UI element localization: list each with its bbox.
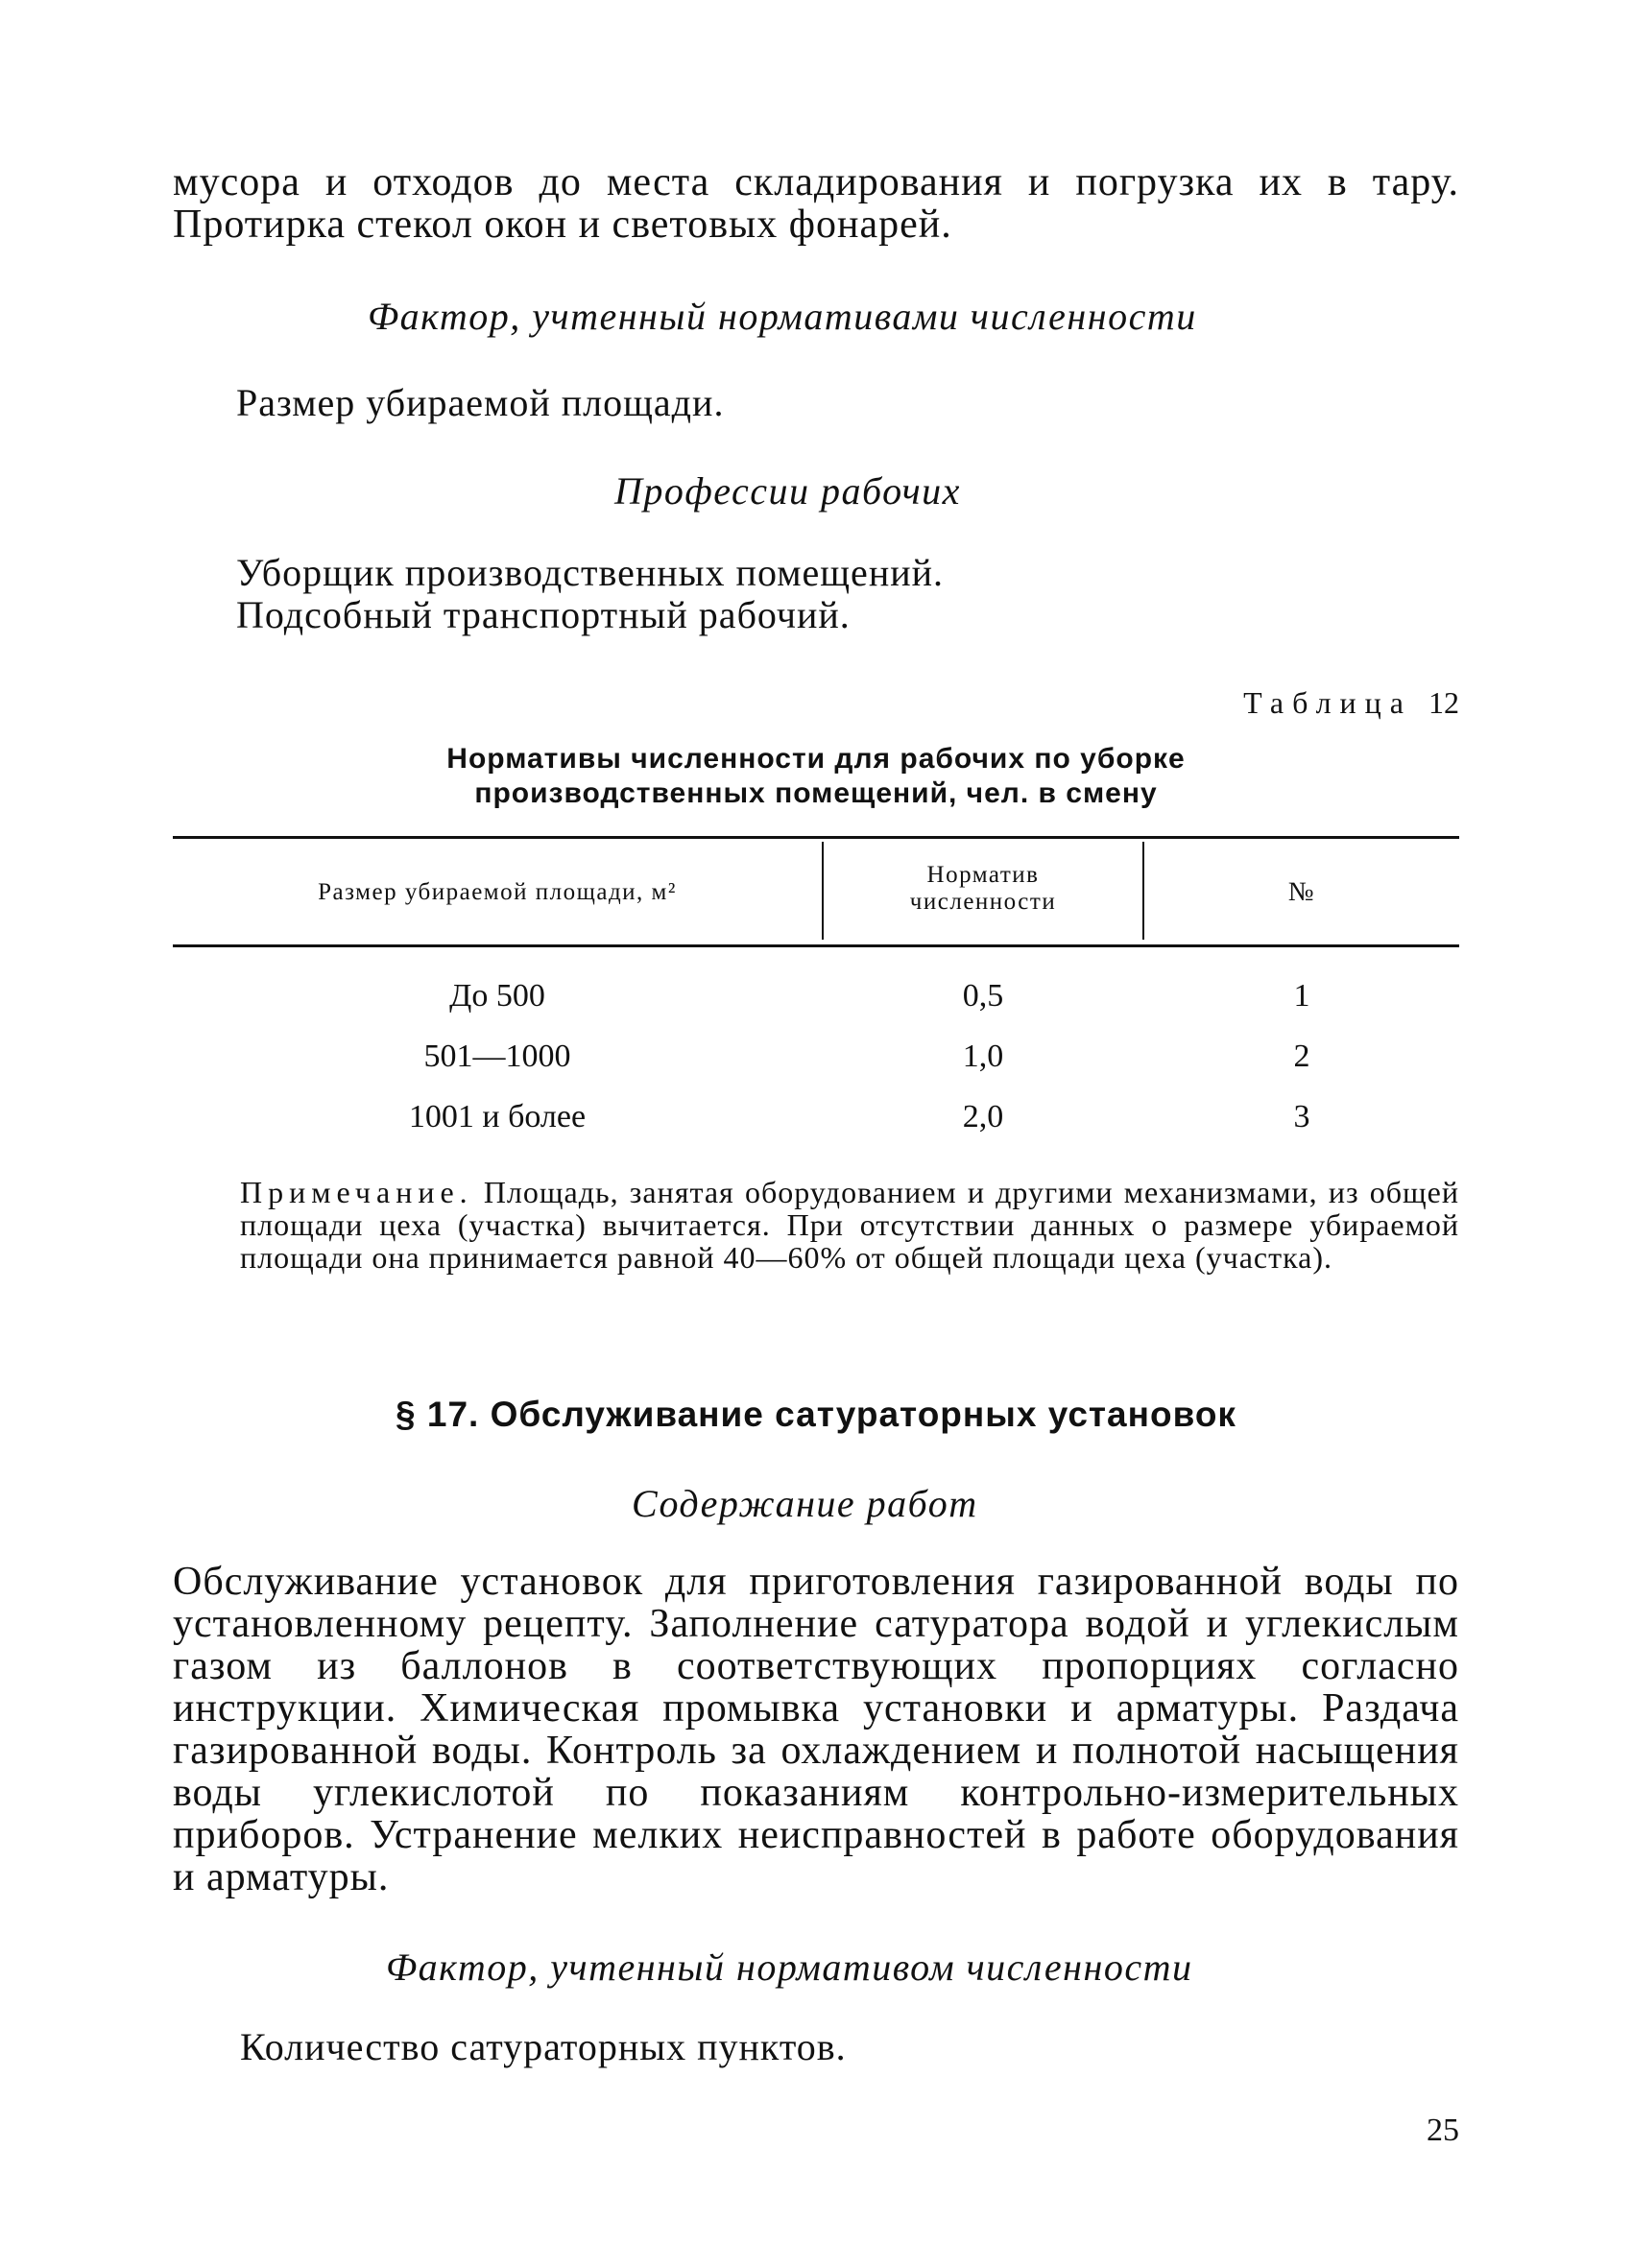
table-header-area: Размер убираемой площади, м² [318, 879, 677, 905]
table-header-number: № [1287, 877, 1316, 907]
work-content-heading: Содержание работ [632, 1482, 978, 1525]
table-cell-area: 1001 и более [408, 1099, 587, 1134]
table-top-rule [173, 836, 1459, 839]
profession-item: Подсобный транспортный рабочий. [236, 593, 851, 636]
table-cell-number: 1 [1293, 978, 1310, 1014]
table-cell-norm: 2,0 [962, 1099, 1004, 1134]
page-number: 25 [1427, 2113, 1459, 2148]
factor-text-2: Количество сатураторных пунктов. [240, 2025, 847, 2068]
table-label-number: 12 [1428, 685, 1459, 720]
table-title-line: производственных помещений, чел. в смену [474, 777, 1158, 809]
factor-heading-1: Фактор, учтенный нормативами численности [368, 295, 1197, 338]
top-paragraph: мусора и отходов до места складирования и погрузка их в тару. Протирка стекол окон и световых фонарей. [173, 160, 1459, 247]
table-title [173, 742, 1459, 811]
table-cell-number: 2 [1293, 1039, 1310, 1074]
table-header-norm-line: численности [909, 889, 1057, 915]
table-note [240, 1176, 1459, 1274]
factor-heading-2: Фактор, учтенный нормативом численности [386, 1946, 1193, 1989]
note-text: Площадь, занятая оборудованием и другими механизмами, из общей площади цеха (участка) вычитается. При отсутствии данных о размере убираемой площади она принимается равной 40—60% от общей площади цеха (участка). [240, 1175, 1459, 1275]
professions-heading: Профессии рабочих [614, 469, 961, 513]
table-cell-area: До 500 [449, 978, 545, 1014]
table-title-line: Нормативы численности для рабочих по уборке [446, 743, 1186, 775]
work-content-text: Обслуживание установок для приготовления газированной воды по установленному рецепту. Заполнение сатуратора водой и углекислым газом из баллонов в соответствующих пропорциях согласно инструкции. Химическая промывка установки и арматуры. Раздача газированной воды. Контроль за охлаждением и полнотой насыщения воды углекислотой по показаниям контрольно-измерительных приборов. Устранение мелких неисправностей в работе оборудования и арматуры. [173, 1560, 1459, 1899]
table-label [1243, 685, 1459, 721]
factor-text-1: Размер убираемой площади. [236, 381, 725, 424]
profession-item: Уборщик производственных помещений. [236, 551, 945, 594]
table-header-norm-line: Норматив [926, 862, 1040, 888]
table-cell-number: 3 [1293, 1099, 1310, 1134]
note-label: Примечание. [240, 1175, 473, 1209]
section-heading: § 17. Обслуживание сатураторных установок [396, 1395, 1236, 1434]
table-cell-norm: 0,5 [962, 978, 1004, 1014]
table-cell-norm: 1,0 [962, 1039, 1004, 1074]
table-cell-area: 501—1000 [423, 1039, 571, 1074]
table-label-word: Таблица [1243, 685, 1412, 720]
table-header-rule [173, 944, 1459, 947]
table-header-norm [824, 862, 1142, 916]
